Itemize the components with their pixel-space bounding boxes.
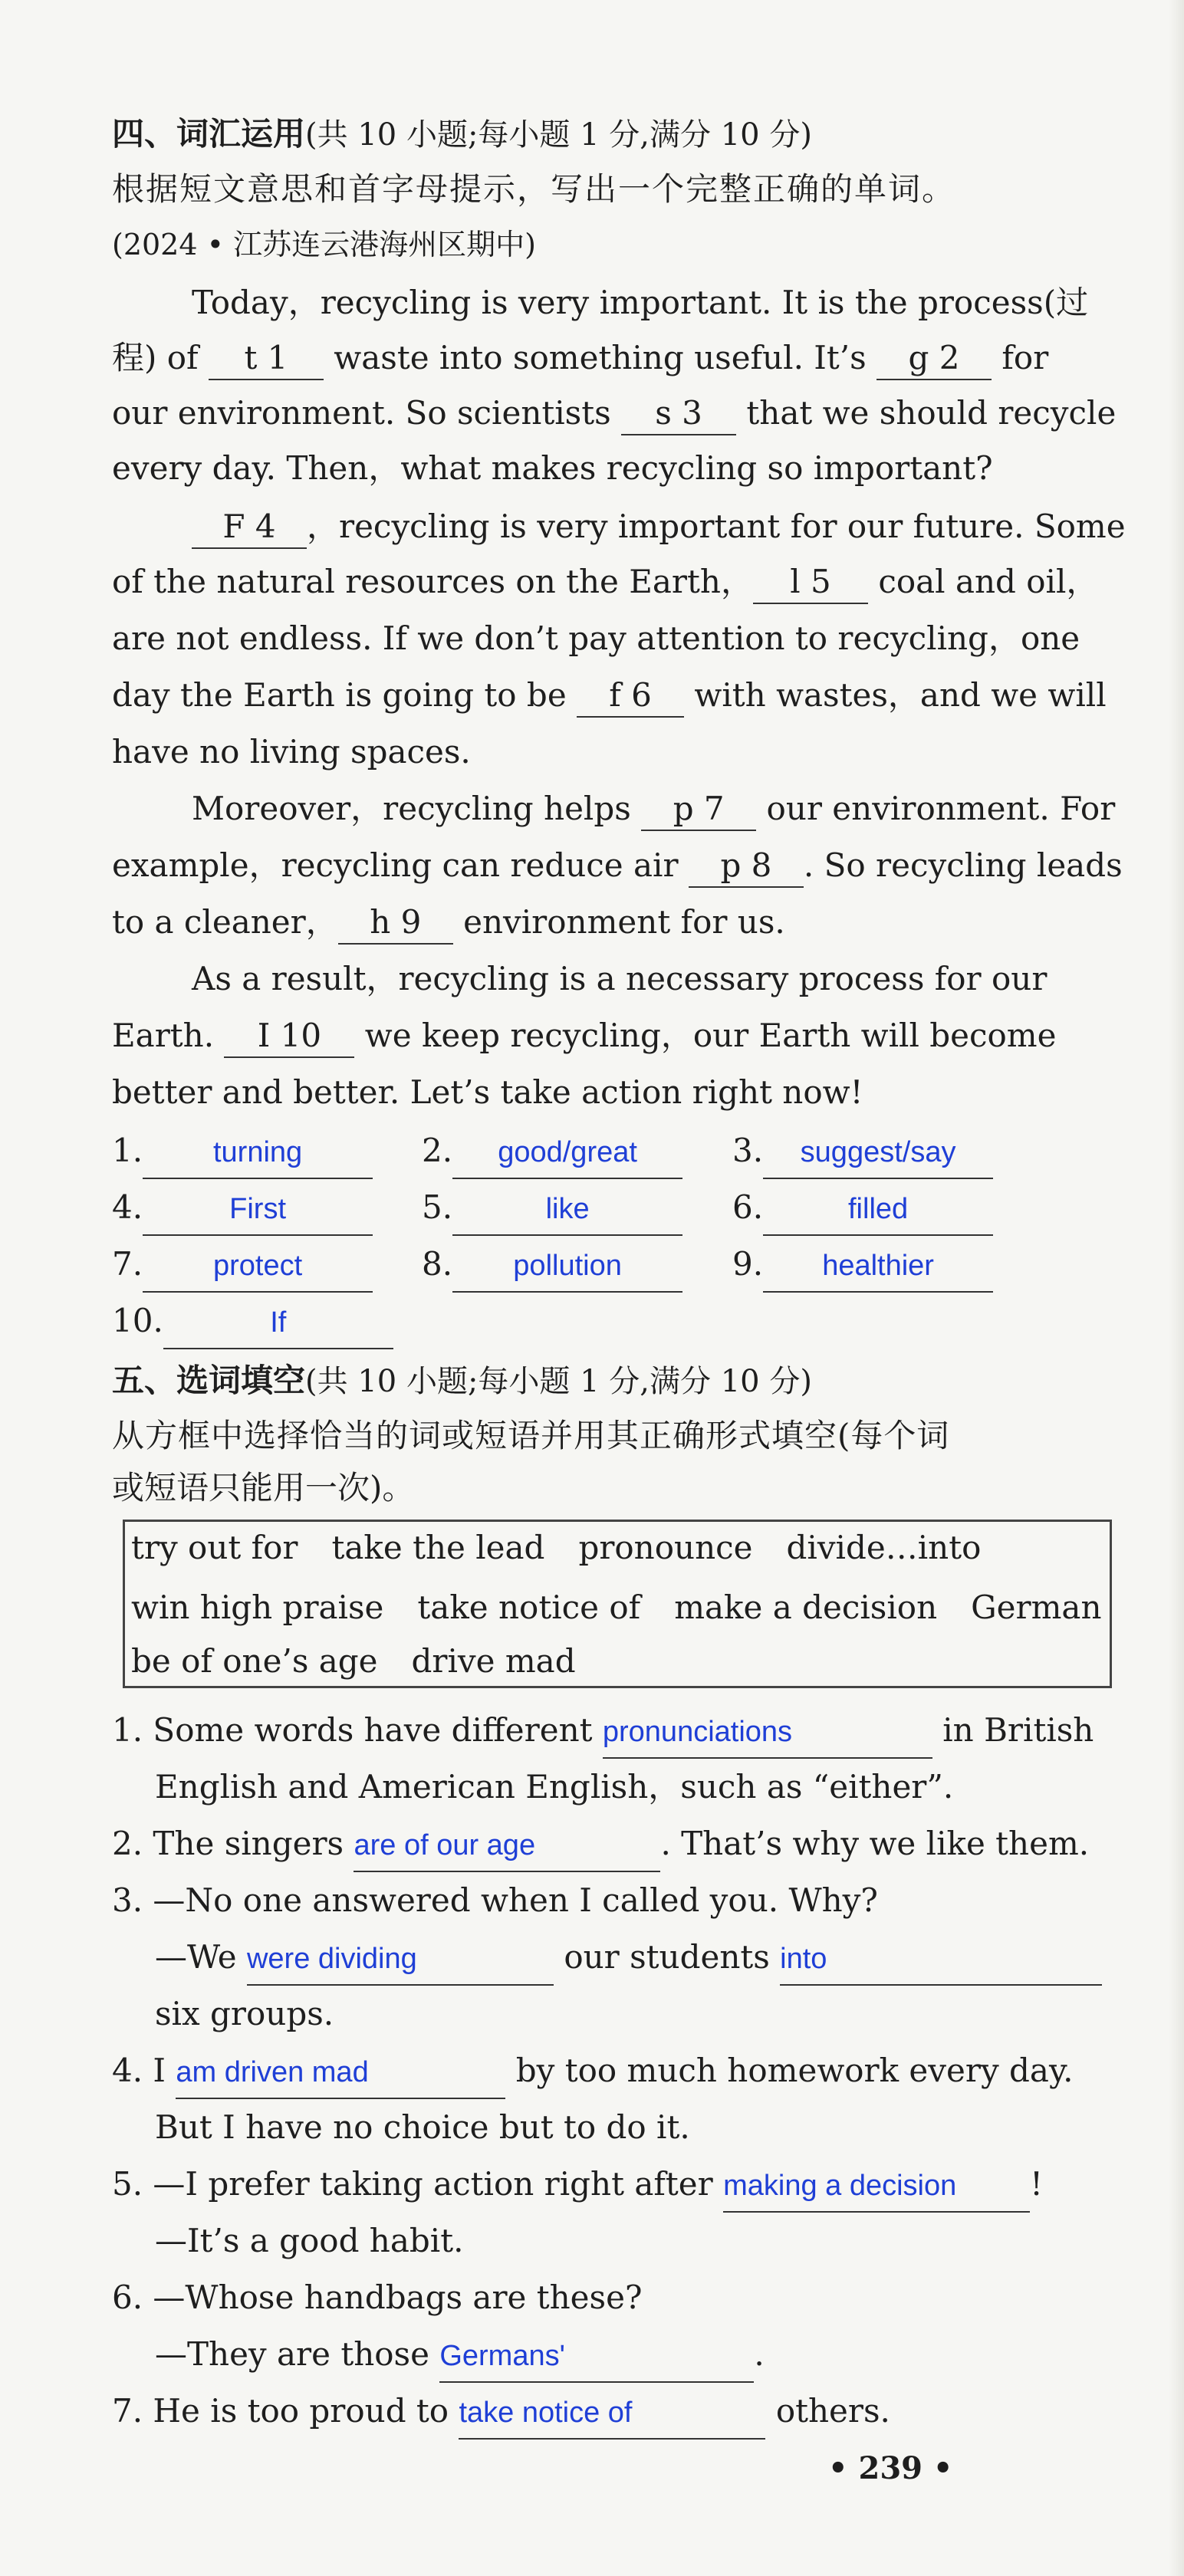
answer-row-7: 7. protect: [112, 1237, 373, 1293]
answer-row-2: 2. good/great: [422, 1124, 682, 1179]
question-7: 7. He is too proud to take notice of others.: [112, 2384, 890, 2440]
word-box-row-2: win high praise take notice of make a decision German: [131, 1589, 1102, 1626]
answer-text: turning: [212, 1136, 303, 1168]
question-2-answer: are of our age: [354, 1829, 536, 1861]
blank-4: F 4: [192, 506, 307, 549]
passage-line-10: Moreover，recycling helps p 7 our environment. For: [192, 782, 1115, 836]
answer-text: healthier: [822, 1250, 934, 1282]
passage-line-14: Earth. I 10 we keep recycling，our Earth will become: [112, 1009, 1057, 1063]
passage-line-9: have no living spaces.: [112, 733, 471, 770]
question-4-answer: am driven mad: [176, 2056, 369, 2088]
question-1-line-1: 1. Some words have different pronunciations in British: [112, 1704, 1094, 1759]
blank-1: t 1: [209, 337, 324, 380]
question-1-line-2: English and American English，such as “either”.: [155, 1768, 954, 1806]
answer-row-4: 4. First: [112, 1181, 373, 1236]
question-3-answer-2: into: [780, 1943, 827, 1975]
answer-row-5: 5. like: [422, 1181, 682, 1236]
question-4-line-2: But I have no choice but to do it.: [155, 2108, 690, 2146]
question-5-line-1: 5. —I prefer taking action right after making a decision !: [112, 2157, 1043, 2213]
answer-text: First: [229, 1193, 287, 1225]
passage-line-15: better and better. Let’s take action right now!: [112, 1073, 863, 1111]
passage-line-3: our environment. So scientists s 3 that we should recycle: [112, 386, 1116, 440]
question-3-line-1: 3. —No one answered when I called you. Why?: [112, 1881, 878, 1919]
section4-heading: [112, 107, 812, 162]
passage-line-7: are not endless. If we don’t pay attention to recycling，one: [112, 619, 1080, 657]
blank-7: p 7: [641, 788, 756, 831]
question-2: 2. The singers are of our age . That’s why we like them.: [112, 1817, 1089, 1872]
answer-row-9: 9. healthier: [732, 1237, 993, 1293]
section5-title-paren: (共 10 小题;每小题 1 分,满分 10 分): [305, 1364, 812, 1399]
blank-8: p 8: [689, 845, 804, 888]
passage-line-13: As a result，recycling is a necessary process for our: [192, 960, 1048, 997]
passage-line-4: every day. Then，what makes recycling so important?: [112, 449, 993, 487]
question-3-line-2: —We were dividing our students into: [155, 1930, 1102, 1986]
passage-line-11: example，recycling can reduce air p 8 . So recycling leads: [112, 839, 1123, 892]
question-4-line-1: 4. I am driven mad by too much homework every day.: [112, 2044, 1073, 2099]
answer-row-10: 10. If: [112, 1294, 393, 1349]
section5-title: 五、选词填空: [112, 1362, 306, 1399]
section4-title: 四、词汇运用: [112, 115, 306, 153]
answer-row-1: [112, 1124, 373, 1179]
question-3-line-3: six groups.: [155, 1995, 334, 2032]
page-edge-shadow: [1169, 0, 1184, 2576]
section4-title-paren: (共 10 小题;每小题 1 分,满分 10 分): [305, 117, 812, 153]
question-6-line-1: 6. —Whose handbags are these?: [112, 2279, 643, 2316]
question-1-answer: pronunciations: [602, 1716, 793, 1748]
passage-line-5: F 4 ，recycling is very important for our future. Some: [192, 500, 1126, 554]
blank-5: l 5: [753, 561, 868, 604]
answer-text: suggest/say: [800, 1136, 956, 1168]
question-5-answer: making a decision: [723, 2170, 957, 2202]
answer-text: like: [545, 1193, 590, 1225]
passage-line-6: of the natural resources on the Earth， l 5 coal and oil，: [112, 555, 1098, 609]
passage-line-12: to a cleaner， h 9 environment for us.: [112, 895, 785, 949]
blank-9: h 9: [338, 902, 453, 945]
question-6-line-2: —They are those Germans' .: [155, 2328, 765, 2383]
word-box-row-3: be of one’s age drive mad: [131, 1642, 576, 1680]
blank-10: I 10: [224, 1015, 354, 1058]
answer-text: protect: [212, 1250, 303, 1282]
answer-text: If: [270, 1306, 287, 1339]
answer-row-3: 3. suggest/say: [732, 1124, 993, 1179]
page-number: • 239 •: [828, 2450, 953, 2486]
question-5-line-2: —It’s a good habit.: [155, 2222, 464, 2259]
section4-source: (2024 • 江苏连云港海州区期中): [112, 228, 536, 261]
section4-instruction: 根据短文意思和首字母提示，写出一个完整正确的单词。: [112, 170, 956, 208]
word-box-row-1: try out for take the lead pronounce divide…into: [131, 1529, 982, 1566]
section5-instruction-1: 从方框中选择恰当的词或短语并用其正确形式填空(每个词: [112, 1417, 950, 1454]
question-7-answer: take notice of: [459, 2397, 633, 2429]
word-box: [123, 1520, 1112, 1688]
blank-6: f 6: [577, 675, 684, 718]
answer-text: filled: [848, 1193, 909, 1225]
passage-line-2: 程) of t 1 waste into something useful. It’s g 2 for: [112, 331, 1048, 385]
passage-line-8: day the Earth is going to be f 6 with wastes，and we will: [112, 669, 1107, 722]
answer-text: good/great: [498, 1136, 637, 1168]
answer-row-8: 8. pollution: [422, 1237, 682, 1293]
passage-line-1: Today，recycling is very important. It is the process(过: [192, 284, 1089, 321]
question-3-answer-1: were dividing: [246, 1943, 417, 1975]
answer-row-6: 6. filled: [732, 1181, 993, 1236]
blank-2: g 2: [876, 337, 992, 380]
answer-text: pollution: [513, 1250, 622, 1282]
answer-num: 1.: [112, 1132, 143, 1169]
section5-heading: [112, 1354, 812, 1408]
blank-3: s 3: [621, 393, 736, 435]
section5-instruction-2: 或短语只能用一次)。: [112, 1469, 415, 1506]
question-6-answer: Germans': [439, 2340, 565, 2372]
